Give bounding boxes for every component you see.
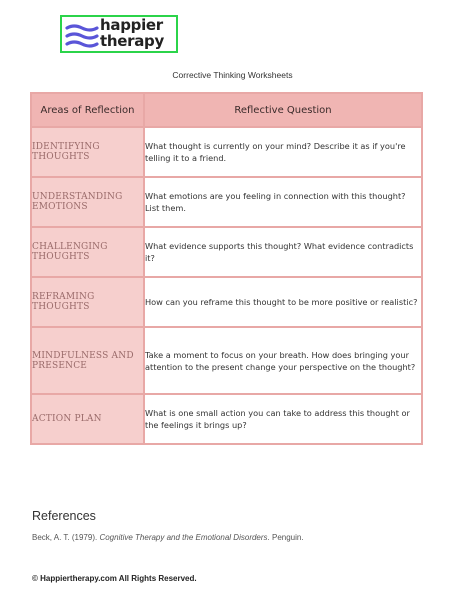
reference-book-title: Cognitive Therapy and the Emotional Disorders xyxy=(99,533,268,542)
reference-publisher: . Penguin. xyxy=(267,533,304,542)
worksheet-table xyxy=(30,92,423,445)
header-areas-of-reflection: Areas of Reflection xyxy=(31,93,144,127)
question-cell: How can you reframe this thought to be more positive or realistic? xyxy=(144,277,422,327)
logo-line-1: happier xyxy=(100,16,163,34)
question-cell: What emotions are you feeling in connection with this thought? List them. xyxy=(144,177,422,227)
logo-line-2: therapy xyxy=(100,32,164,50)
logo-wordmark xyxy=(100,17,164,49)
brand-logo xyxy=(60,15,178,53)
header-reflective-question: Reflective Question xyxy=(144,93,422,127)
table-row xyxy=(31,177,422,227)
area-cell: CHALLENGING THOUGHTS xyxy=(31,227,144,277)
question-cell: Take a moment to focus on your breath. How does bringing your attention to the present change your perspective on the thought? xyxy=(144,327,422,394)
document-title: Corrective Thinking Worksheets xyxy=(172,70,293,80)
reference-entry xyxy=(32,533,304,542)
area-cell: IDENTIFYING THOUGHTS xyxy=(31,127,144,177)
references-heading: References xyxy=(32,509,96,523)
copyright-footer: © Happiertherapy.com All Rights Reserved. xyxy=(32,574,197,583)
table-row xyxy=(31,394,422,444)
question-cell: What thought is currently on your mind? Describe it as if you're telling it to a friend. xyxy=(144,127,422,177)
table-row xyxy=(31,327,422,394)
table-header-row xyxy=(31,93,422,127)
table-row xyxy=(31,277,422,327)
area-cell: REFRAMING THOUGHTS xyxy=(31,277,144,327)
area-cell: ACTION PLAN xyxy=(31,394,144,444)
area-cell: MINDFULNESS AND PRESENCE xyxy=(31,327,144,394)
waves-logo-icon xyxy=(65,21,99,49)
area-cell: UNDERSTANDING EMOTIONS xyxy=(31,177,144,227)
table-row xyxy=(31,127,422,177)
table-row xyxy=(31,227,422,277)
question-cell: What evidence supports this thought? What evidence contradicts it? xyxy=(144,227,422,277)
question-cell: What is one small action you can take to address this thought or the feelings it brings up? xyxy=(144,394,422,444)
reference-author-year: Beck, A. T. (1979). xyxy=(32,533,100,542)
